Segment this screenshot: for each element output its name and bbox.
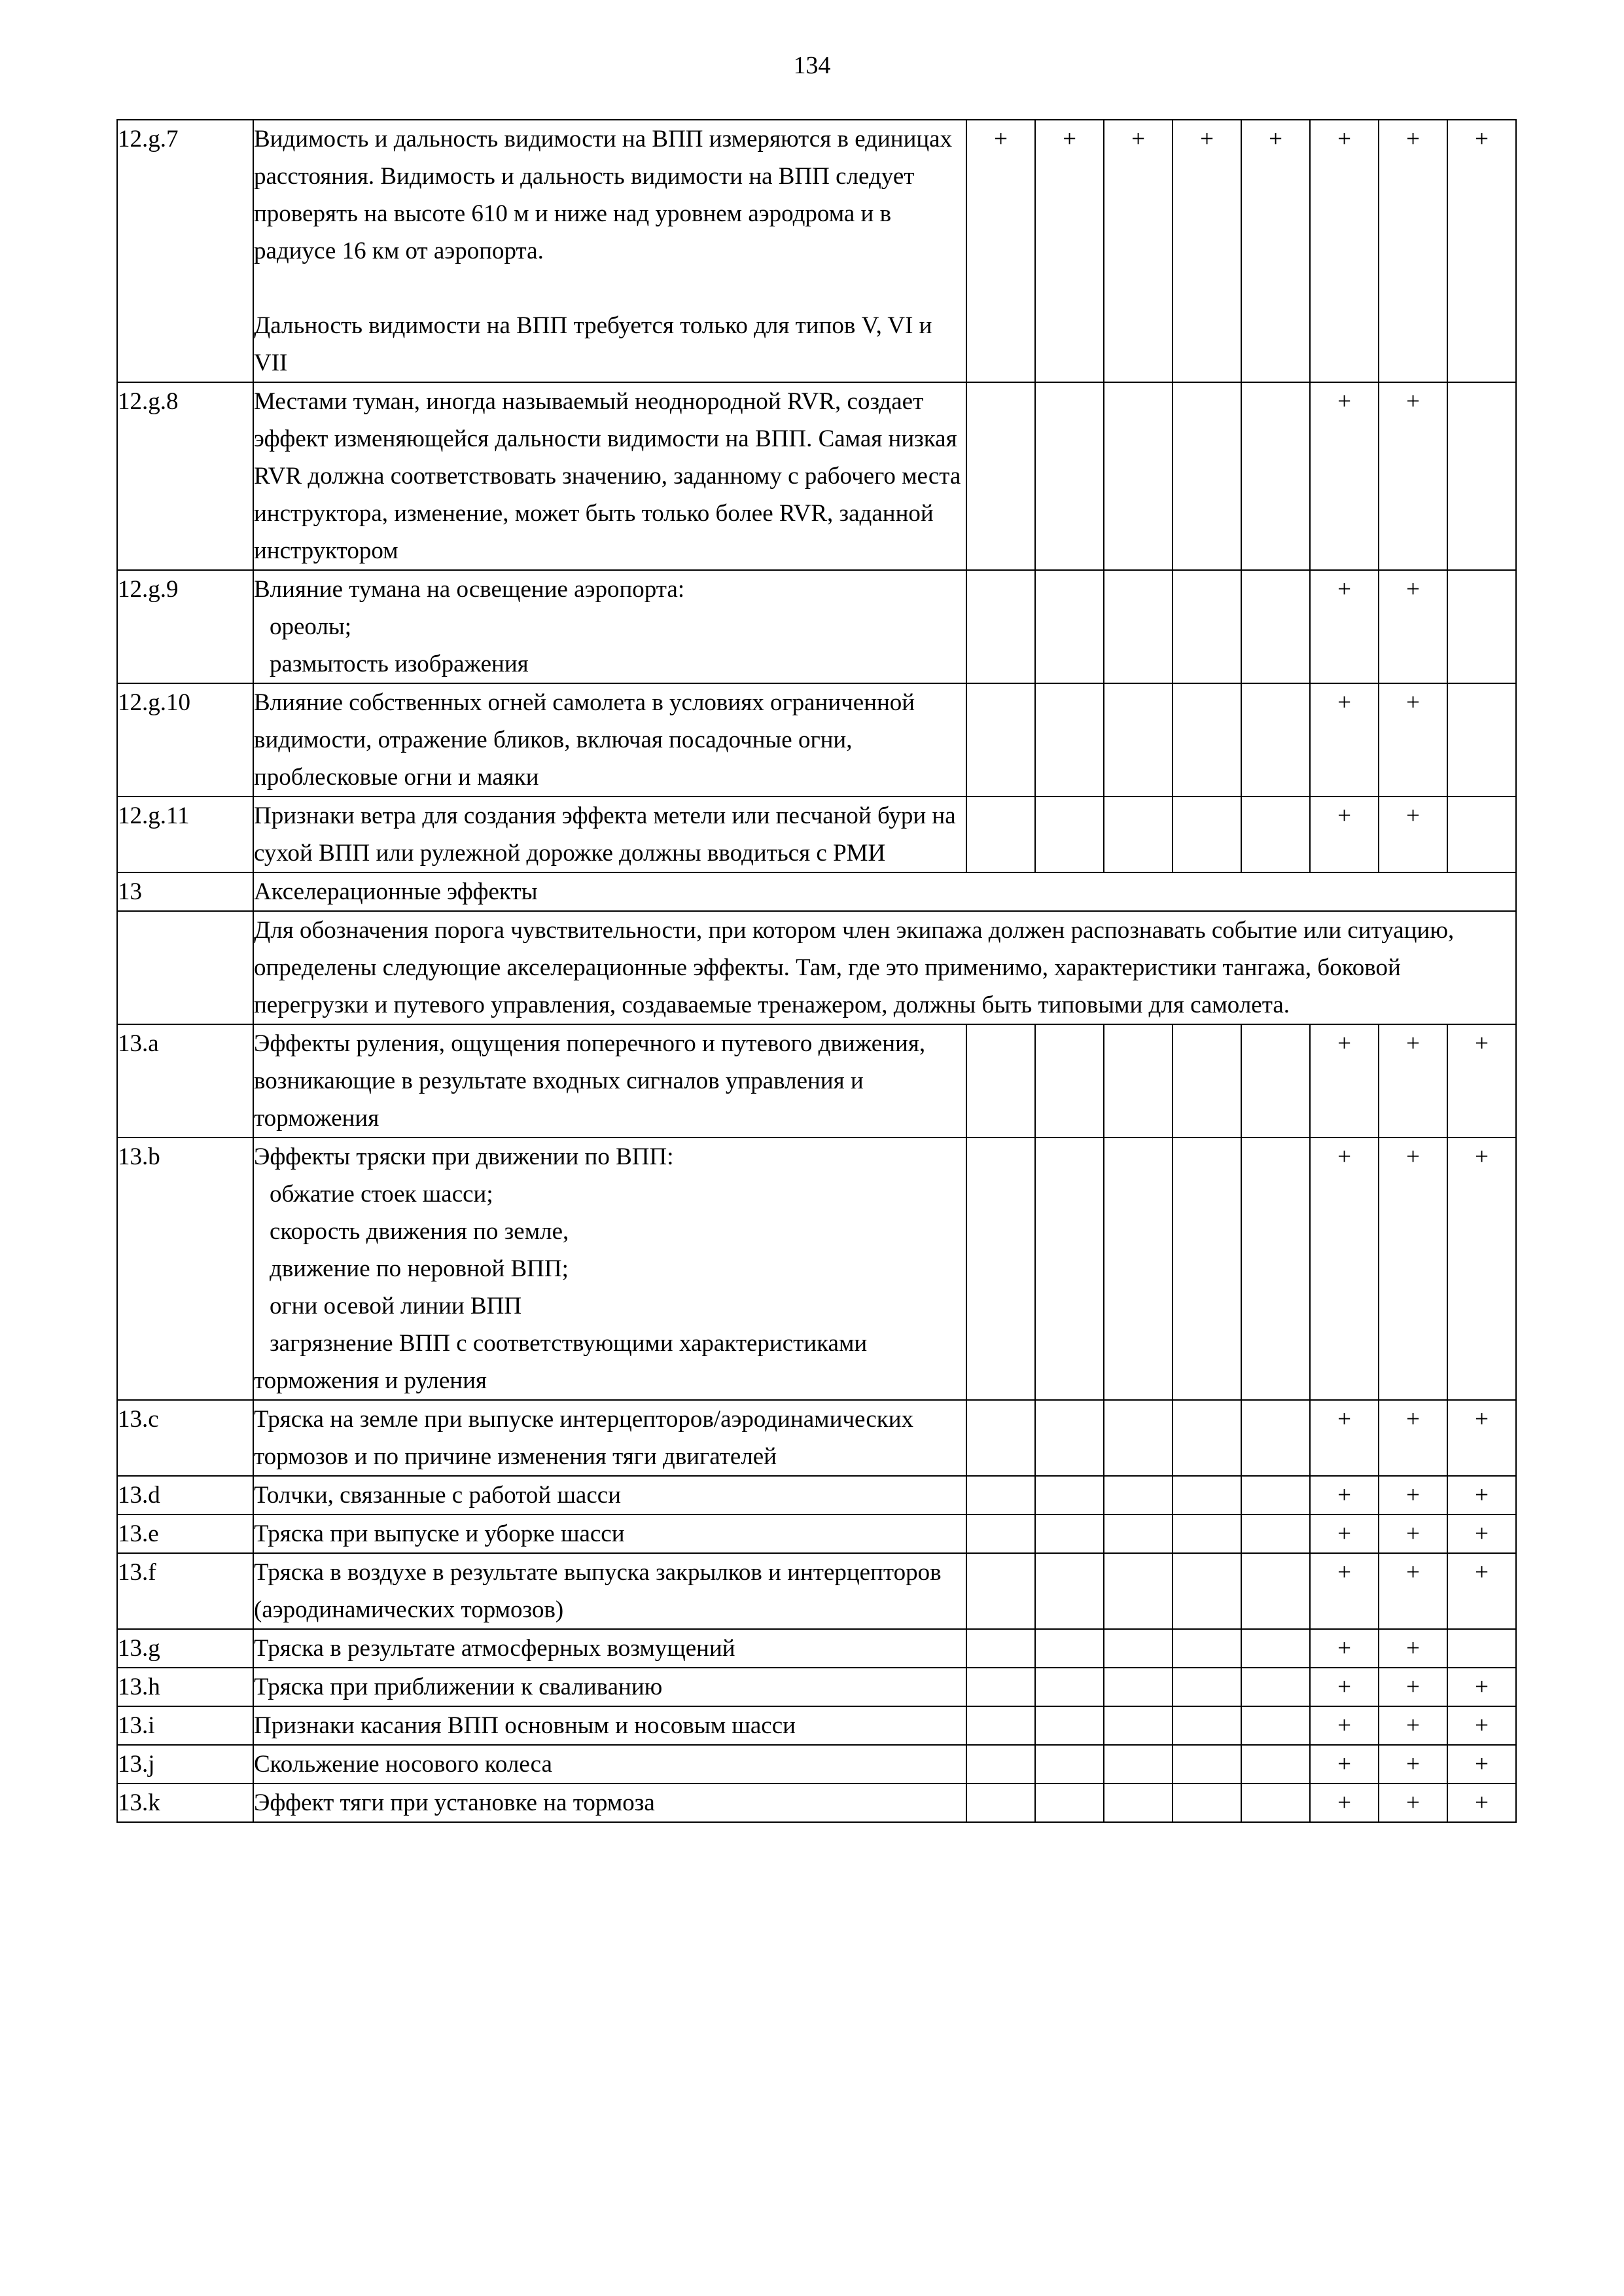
table-row	[117, 1024, 1516, 1138]
level-mark-cell: +	[1447, 1515, 1516, 1553]
level-mark-cell: +	[1379, 1476, 1447, 1515]
row-number: 12.g.8	[117, 382, 253, 570]
row-description	[253, 797, 966, 872]
level-mark-cell	[1173, 1024, 1241, 1138]
table-row	[117, 120, 1516, 382]
level-mark-cell	[966, 1138, 1035, 1400]
level-mark-cell: +	[1447, 1024, 1516, 1138]
level-mark-cell: +	[1447, 1745, 1516, 1784]
level-mark-cell	[1241, 570, 1310, 683]
description-lead: Эффекты тряски при движении по ВПП:	[254, 1143, 674, 1170]
level-mark-cell: +	[1310, 382, 1379, 570]
row-number: 13.c	[117, 1400, 253, 1476]
row-number: 13.d	[117, 1476, 253, 1515]
level-mark-cell	[966, 1400, 1035, 1476]
level-mark-cell: +	[1173, 120, 1241, 382]
description-list-item: загрязнение ВПП с соответствующими характеристиками	[270, 1330, 868, 1357]
description-list-item: ореолы;	[270, 613, 352, 640]
row-number: 12.g.10	[117, 683, 253, 797]
level-mark-cell	[1173, 1745, 1241, 1784]
level-mark-cell	[966, 1706, 1035, 1745]
level-mark-cell: +	[1310, 1629, 1379, 1668]
row-number: 12.g.11	[117, 797, 253, 872]
level-mark-cell	[1173, 1668, 1241, 1706]
level-mark-cell: +	[1310, 1668, 1379, 1706]
level-mark-cell: +	[1379, 382, 1447, 570]
level-mark-cell	[966, 683, 1035, 797]
description-paragraph: Акселерационные эффекты	[254, 878, 538, 905]
table-row	[117, 1784, 1516, 1822]
description-paragraph: Тряска при выпуске и уборке шасси	[254, 1520, 625, 1547]
level-mark-cell	[1104, 1553, 1173, 1629]
level-mark-cell: +	[1310, 683, 1379, 797]
level-mark-cell	[1241, 683, 1310, 797]
level-mark-cell: +	[1379, 1400, 1447, 1476]
description-paragraph: Дальность видимости на ВПП требуется только для типов V, VI и VII	[254, 312, 932, 376]
row-number: 12.g.7	[117, 120, 253, 382]
row-number: 13.b	[117, 1138, 253, 1400]
level-mark-cell: +	[1310, 1784, 1379, 1822]
level-mark-cell	[966, 1745, 1035, 1784]
level-mark-cell: +	[1379, 1668, 1447, 1706]
description-paragraph: Для обозначения порога чувствительности, при котором член экипажа должен распознавать событие или ситуацию, определены следующие акселерационные эффекты. Там, где это применимо, характеристики тангажа, боковой перегрузки и путевого управления, создаваемые тренажером, должны быть типовыми для самолета.	[254, 917, 1455, 1018]
row-number: 13.a	[117, 1024, 253, 1138]
level-mark-cell	[1447, 683, 1516, 797]
row-description	[253, 1668, 966, 1706]
row-number: 13.k	[117, 1784, 253, 1822]
level-mark-cell	[1104, 1024, 1173, 1138]
level-mark-cell: +	[1310, 1706, 1379, 1745]
level-mark-cell	[1241, 1745, 1310, 1784]
level-mark-cell	[1104, 1400, 1173, 1476]
level-mark-cell	[1035, 797, 1104, 872]
row-description	[253, 1138, 966, 1400]
level-mark-cell	[1035, 1024, 1104, 1138]
level-mark-cell	[1173, 797, 1241, 872]
level-mark-cell: +	[1447, 1784, 1516, 1822]
row-number: 13.i	[117, 1706, 253, 1745]
row-description	[253, 570, 966, 683]
row-number: 12.g.9	[117, 570, 253, 683]
row-description	[253, 1400, 966, 1476]
level-mark-cell: +	[1379, 1553, 1447, 1629]
level-mark-cell: +	[1379, 1745, 1447, 1784]
level-mark-cell	[1035, 1668, 1104, 1706]
row-description	[253, 1706, 966, 1745]
level-mark-cell: +	[1447, 1138, 1516, 1400]
table-row	[117, 872, 1516, 911]
row-description	[253, 1784, 966, 1822]
level-mark-cell	[1104, 1745, 1173, 1784]
row-description	[253, 683, 966, 797]
requirements-table	[116, 119, 1517, 1823]
level-mark-cell: +	[1447, 1400, 1516, 1476]
level-mark-cell: +	[966, 120, 1035, 382]
level-mark-cell: +	[1310, 1476, 1379, 1515]
table-row	[117, 1476, 1516, 1515]
level-mark-cell: +	[1310, 1400, 1379, 1476]
table-row	[117, 797, 1516, 872]
level-mark-cell	[1173, 1476, 1241, 1515]
level-mark-cell: +	[1310, 1515, 1379, 1553]
level-mark-cell	[1035, 1553, 1104, 1629]
level-mark-cell	[1104, 1706, 1173, 1745]
row-description	[253, 911, 1516, 1024]
row-number: 13.j	[117, 1745, 253, 1784]
level-mark-cell: +	[1447, 120, 1516, 382]
level-mark-cell	[1173, 683, 1241, 797]
level-mark-cell	[966, 570, 1035, 683]
description-paragraph: Тряска в воздухе в результате выпуска закрылков и интерцепторов (аэродинамических тормозов)	[254, 1559, 942, 1623]
description-paragraph: Тряска на земле при выпуске интерцепторов/аэродинамических тормозов и по причине изменения тяги двигателей	[254, 1406, 914, 1470]
row-description	[253, 872, 1516, 911]
level-mark-cell	[1173, 1784, 1241, 1822]
level-mark-cell: +	[1447, 1476, 1516, 1515]
row-description	[253, 120, 966, 382]
level-mark-cell	[1241, 1515, 1310, 1553]
level-mark-cell	[1104, 1138, 1173, 1400]
level-mark-cell	[1035, 683, 1104, 797]
level-mark-cell	[1104, 1784, 1173, 1822]
level-mark-cell: +	[1379, 797, 1447, 872]
level-mark-cell	[966, 382, 1035, 570]
level-mark-cell	[966, 1476, 1035, 1515]
level-mark-cell: +	[1310, 1138, 1379, 1400]
level-mark-cell	[1104, 1629, 1173, 1668]
description-paragraph: Эффекты руления, ощущения поперечного и путевого движения, возникающие в результате входных сигналов управления и торможения	[254, 1030, 926, 1132]
level-mark-cell: +	[1379, 1784, 1447, 1822]
level-mark-cell	[1447, 382, 1516, 570]
description-tail: торможения и руления	[254, 1367, 487, 1394]
row-description	[253, 1515, 966, 1553]
level-mark-cell	[1241, 382, 1310, 570]
level-mark-cell	[1104, 1668, 1173, 1706]
level-mark-cell: +	[1379, 1138, 1447, 1400]
level-mark-cell	[1104, 1515, 1173, 1553]
table-row	[117, 1553, 1516, 1629]
level-mark-cell	[1173, 1515, 1241, 1553]
level-mark-cell: +	[1447, 1706, 1516, 1745]
level-mark-cell	[1241, 1706, 1310, 1745]
description-paragraph: Местами туман, иногда называемый неоднородной RVR, создает эффект изменяющейся дальности видимости на ВПП. Самая низкая RVR должна соответствовать значению, заданному с рабочего места инструктора, изменение, может быть только более RVR, заданной инструктором	[254, 388, 961, 564]
level-mark-cell	[1173, 382, 1241, 570]
row-number: 13.g	[117, 1629, 253, 1668]
level-mark-cell: +	[1379, 570, 1447, 683]
level-mark-cell: +	[1310, 1024, 1379, 1138]
paragraph-gap	[254, 270, 966, 307]
level-mark-cell	[1035, 1629, 1104, 1668]
description-paragraph: Толчки, связанные с работой шасси	[254, 1482, 621, 1509]
description-paragraph: Признаки ветра для создания эффекта метели или песчаной бури на сухой ВПП или рулежной дорожке должны вводиться с РМИ	[254, 802, 956, 867]
level-mark-cell: +	[1379, 683, 1447, 797]
level-mark-cell	[1173, 1629, 1241, 1668]
level-mark-cell	[1035, 570, 1104, 683]
level-mark-cell	[1173, 1706, 1241, 1745]
level-mark-cell	[1035, 1784, 1104, 1822]
level-mark-cell: +	[1310, 797, 1379, 872]
level-mark-cell	[1104, 570, 1173, 683]
row-number: 13	[117, 872, 253, 911]
table-row	[117, 1629, 1516, 1668]
level-mark-cell	[1035, 1706, 1104, 1745]
description-list-item: обжатие стоек шасси;	[270, 1181, 493, 1208]
level-mark-cell	[1447, 570, 1516, 683]
level-mark-cell: +	[1447, 1668, 1516, 1706]
description-paragraph: Влияние собственных огней самолета в условиях ограниченной видимости, отражение бликов, включая посадочные огни, проблесковые огни и маяки	[254, 689, 915, 791]
row-description	[253, 1629, 966, 1668]
row-description	[253, 1745, 966, 1784]
level-mark-cell	[1173, 1553, 1241, 1629]
description-list-item: размытость изображения	[270, 651, 529, 677]
level-mark-cell	[1173, 1138, 1241, 1400]
level-mark-cell	[1104, 1476, 1173, 1515]
description-list-item: движение по неровной ВПП;	[270, 1255, 569, 1282]
table-row	[117, 1400, 1516, 1476]
level-mark-cell: +	[1379, 1629, 1447, 1668]
description-list-item: огни осевой линии ВПП	[270, 1293, 522, 1319]
level-mark-cell	[966, 1629, 1035, 1668]
description-paragraph: Видимость и дальность видимости на ВПП измеряются в единицах расстояния. Видимость и дальность видимости на ВПП следует проверять на высоте 610 м и ниже над уровнем аэродрома и в радиусе 16 км от аэропорта.	[254, 126, 953, 264]
row-description	[253, 1553, 966, 1629]
level-mark-cell	[1241, 1138, 1310, 1400]
level-mark-cell	[966, 1515, 1035, 1553]
level-mark-cell	[1035, 1400, 1104, 1476]
description-paragraph: Эффект тяги при установке на тормоза	[254, 1789, 655, 1816]
description-paragraph: Тряска в результате атмосферных возмущений	[254, 1635, 735, 1662]
row-number: 13.h	[117, 1668, 253, 1706]
level-mark-cell	[1447, 797, 1516, 872]
level-mark-cell	[1035, 1138, 1104, 1400]
description-lead: Влияние тумана на освещение аэропорта:	[254, 576, 685, 603]
row-description	[253, 382, 966, 570]
level-mark-cell	[1241, 1784, 1310, 1822]
level-mark-cell: +	[1310, 570, 1379, 683]
level-mark-cell	[966, 797, 1035, 872]
table-row	[117, 382, 1516, 570]
description-paragraph: Тряска при приближении к сваливанию	[254, 1674, 663, 1700]
level-mark-cell	[1104, 683, 1173, 797]
table-row	[117, 911, 1516, 1024]
table-row	[117, 1138, 1516, 1400]
level-mark-cell: +	[1379, 120, 1447, 382]
table-row	[117, 1745, 1516, 1784]
level-mark-cell	[1104, 797, 1173, 872]
description-list-item: скорость движения по земле,	[270, 1218, 569, 1245]
level-mark-cell: +	[1447, 1553, 1516, 1629]
level-mark-cell: +	[1035, 120, 1104, 382]
row-number: 13.e	[117, 1515, 253, 1553]
level-mark-cell	[966, 1784, 1035, 1822]
row-description	[253, 1476, 966, 1515]
level-mark-cell	[1035, 1476, 1104, 1515]
level-mark-cell: +	[1104, 120, 1173, 382]
level-mark-cell	[966, 1024, 1035, 1138]
row-description	[253, 1024, 966, 1138]
level-mark-cell: +	[1379, 1024, 1447, 1138]
row-number: 13.f	[117, 1553, 253, 1629]
level-mark-cell	[1035, 1515, 1104, 1553]
level-mark-cell: +	[1241, 120, 1310, 382]
level-mark-cell	[1241, 797, 1310, 872]
level-mark-cell	[1447, 1629, 1516, 1668]
row-number	[117, 911, 253, 1024]
description-paragraph: Признаки касания ВПП основным и носовым шасси	[254, 1712, 796, 1739]
level-mark-cell	[1173, 570, 1241, 683]
table-row	[117, 1515, 1516, 1553]
table-row	[117, 683, 1516, 797]
table-row	[117, 570, 1516, 683]
level-mark-cell	[1173, 1400, 1241, 1476]
level-mark-cell	[966, 1668, 1035, 1706]
level-mark-cell	[1035, 1745, 1104, 1784]
level-mark-cell	[1241, 1553, 1310, 1629]
level-mark-cell: +	[1310, 120, 1379, 382]
level-mark-cell	[1104, 382, 1173, 570]
table-row	[117, 1706, 1516, 1745]
level-mark-cell	[1241, 1024, 1310, 1138]
level-mark-cell	[1241, 1476, 1310, 1515]
level-mark-cell: +	[1310, 1553, 1379, 1629]
level-mark-cell	[966, 1553, 1035, 1629]
level-mark-cell	[1241, 1668, 1310, 1706]
level-mark-cell	[1241, 1629, 1310, 1668]
description-paragraph: Скольжение носового колеса	[254, 1751, 552, 1778]
level-mark-cell: +	[1379, 1706, 1447, 1745]
level-mark-cell	[1035, 382, 1104, 570]
level-mark-cell: +	[1310, 1745, 1379, 1784]
page-number: 134	[793, 52, 831, 79]
table-row	[117, 1668, 1516, 1706]
level-mark-cell: +	[1379, 1515, 1447, 1553]
level-mark-cell	[1241, 1400, 1310, 1476]
